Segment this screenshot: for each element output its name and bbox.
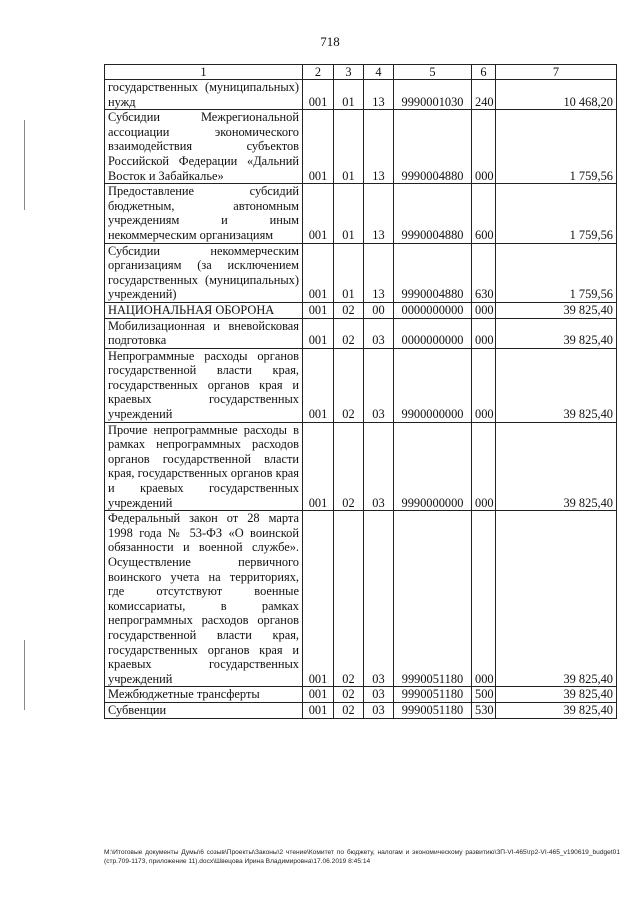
cell-section: 02 [334, 422, 364, 511]
row-name: Субсидии Межрегиональной ассоциации экономического взаимодействия субъектов Российской Федерации «Дальний Восток и Забайкалье» [105, 110, 303, 184]
cell-subsection: 13 [364, 184, 394, 243]
cell-ministry: 001 [303, 80, 334, 110]
column-header: 4 [364, 65, 394, 80]
column-header: 6 [472, 65, 496, 80]
cell-amount: 39 825,40 [496, 511, 617, 687]
table-row [105, 702, 617, 718]
cell-section: 01 [334, 243, 364, 302]
table-row [105, 318, 617, 348]
cell-amount: 1 759,56 [496, 184, 617, 243]
cell-target: 0000000000 [394, 318, 472, 348]
cell-subsection: 13 [364, 110, 394, 184]
cell-subsection: 03 [364, 511, 394, 687]
row-name: НАЦИОНАЛЬНАЯ ОБОРОНА [105, 302, 303, 318]
cell-target: 9900000000 [394, 348, 472, 422]
row-name: Прочие непрограммные расходы в рамках непрограммных расходов органов государственной власти края, государственных органов края и краевых государственных учреждений [105, 422, 303, 511]
row-name: Межбюджетные трансферты [105, 687, 303, 703]
cell-expense-type: 000 [472, 110, 496, 184]
column-header: 2 [303, 65, 334, 80]
row-name: Федеральный закон от 28 марта 1998 года № 53-ФЗ «О воинской обязанности и военной службе». Осуществление первичного воинского учета на территориях, где отсутствуют военные комиссариаты, в рамках непрограммных расходов органов государственной власти края, государственных органов края и краевых государственных учреждений [105, 511, 303, 687]
row-name: Мобилизационная и вневойсковая подготовка [105, 318, 303, 348]
cell-target: 9990000000 [394, 422, 472, 511]
row-name: государственных (муниципальных) нужд [105, 80, 303, 110]
cell-section: 02 [334, 318, 364, 348]
cell-target: 0000000000 [394, 302, 472, 318]
table-row [105, 302, 617, 318]
cell-section: 01 [334, 184, 364, 243]
cell-expense-type: 630 [472, 243, 496, 302]
document-path-footer: M:\Итоговые документы Думы\6 созыв\Проекты\Законы\2 чтение\Комитет по бюджету, налогам и экономическому развитию\ЗП-VI-465\гр2-VI-465_v190619_budget01 (стр.709-1173, приложение 11).docx\Швецова Ирина Владимировна\17.06.2019 8:45:14 [104, 849, 620, 865]
cell-expense-type: 530 [472, 702, 496, 718]
cell-subsection: 03 [364, 687, 394, 703]
cell-ministry: 001 [303, 184, 334, 243]
column-header: 5 [394, 65, 472, 80]
cell-expense-type: 500 [472, 687, 496, 703]
table-row [105, 80, 617, 110]
cell-subsection: 13 [364, 243, 394, 302]
row-name: Субвенции [105, 702, 303, 718]
column-header: 3 [334, 65, 364, 80]
header-row [105, 65, 617, 80]
cell-target: 9990051180 [394, 511, 472, 687]
cell-ministry: 001 [303, 687, 334, 703]
cell-ministry: 001 [303, 243, 334, 302]
cell-amount: 39 825,40 [496, 422, 617, 511]
cell-amount: 39 825,40 [496, 348, 617, 422]
cell-section: 01 [334, 110, 364, 184]
cell-expense-type: 240 [472, 80, 496, 110]
cell-expense-type: 000 [472, 422, 496, 511]
cell-ministry: 001 [303, 348, 334, 422]
cell-expense-type: 600 [472, 184, 496, 243]
cell-subsection: 13 [364, 80, 394, 110]
cell-amount: 39 825,40 [496, 302, 617, 318]
cell-target: 9990051180 [394, 702, 472, 718]
table-row [105, 184, 617, 243]
cell-amount: 10 468,20 [496, 80, 617, 110]
column-header: 7 [496, 65, 617, 80]
table-row [105, 110, 617, 184]
cell-ministry: 001 [303, 318, 334, 348]
cell-amount: 39 825,40 [496, 318, 617, 348]
cell-target: 9990004880 [394, 110, 472, 184]
cell-subsection: 00 [364, 302, 394, 318]
row-name: Непрограммные расходы органов государственной власти края, государственных органов края и краевых государственных учреждений [105, 348, 303, 422]
cell-expense-type: 000 [472, 318, 496, 348]
page-number: 718 [320, 34, 340, 49]
cell-expense-type: 000 [472, 302, 496, 318]
cell-ministry: 001 [303, 422, 334, 511]
cell-target: 9990004880 [394, 184, 472, 243]
cell-amount: 1 759,56 [496, 243, 617, 302]
cell-ministry: 001 [303, 511, 334, 687]
cell-section: 02 [334, 702, 364, 718]
cell-subsection: 03 [364, 702, 394, 718]
cell-ministry: 001 [303, 110, 334, 184]
table-row [105, 687, 617, 703]
cell-subsection: 03 [364, 318, 394, 348]
cell-amount: 39 825,40 [496, 687, 617, 703]
cell-ministry: 001 [303, 302, 334, 318]
cell-amount: 1 759,56 [496, 110, 617, 184]
cell-expense-type: 000 [472, 511, 496, 687]
cell-target: 9990004880 [394, 243, 472, 302]
scan-margin-mark [24, 640, 25, 710]
scan-margin-mark [24, 120, 25, 210]
cell-section: 01 [334, 80, 364, 110]
cell-target: 9990051180 [394, 687, 472, 703]
cell-section: 02 [334, 302, 364, 318]
cell-section: 02 [334, 348, 364, 422]
table-row [105, 422, 617, 511]
table-row [105, 511, 617, 687]
table-row [105, 348, 617, 422]
budget-table [104, 64, 617, 719]
cell-amount: 39 825,40 [496, 702, 617, 718]
table-row [105, 243, 617, 302]
cell-section: 02 [334, 687, 364, 703]
column-header: 1 [105, 65, 303, 80]
cell-expense-type: 000 [472, 348, 496, 422]
cell-subsection: 03 [364, 422, 394, 511]
cell-subsection: 03 [364, 348, 394, 422]
cell-ministry: 001 [303, 702, 334, 718]
cell-target: 9990001030 [394, 80, 472, 110]
row-name: Предоставление субсидий бюджетным, автономным учреждениям и иным некоммерческим организациям [105, 184, 303, 243]
row-name: Субсидии некоммерческим организациям (за исключением государственных (муниципальных) учреждений) [105, 243, 303, 302]
cell-section: 02 [334, 511, 364, 687]
